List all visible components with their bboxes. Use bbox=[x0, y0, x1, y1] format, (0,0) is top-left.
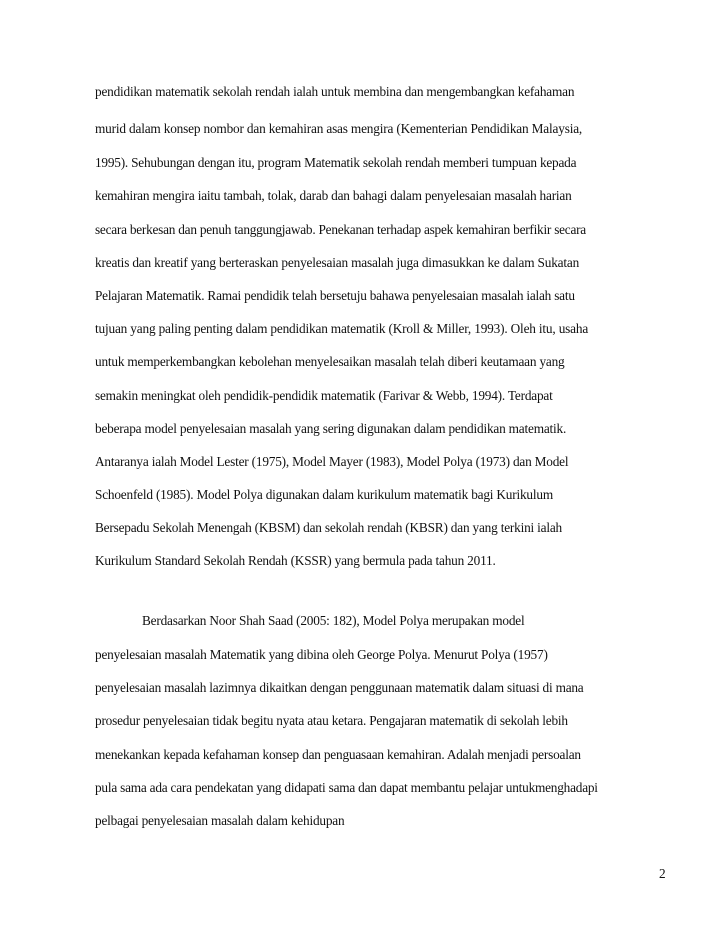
paragraph-1-line-8: tujuan yang paling penting dalam pendidikan matematik (Kroll & Miller, 1993). Oleh itu, usaha bbox=[95, 321, 589, 336]
paragraph-1-line-3: 1995). Sehubungan dengan itu, program Matematik sekolah rendah memberi tumpuan kepada bbox=[95, 155, 577, 170]
paragraph-1-line-6: kreatis dan kreatif yang berteraskan penyelesaian masalah juga dimasukkan ke dalam Sukatan bbox=[95, 255, 580, 270]
paragraph-1-line-4: kemahiran mengira iaitu tambah, tolak, darab dan bahagi dalam penyelesaian masalah harian bbox=[95, 188, 572, 203]
paragraph-1-line-9: untuk memperkembangkan kebolehan menyelesaikan masalah telah diberi keutamaan yang bbox=[95, 354, 565, 369]
paragraph-1-line-2: murid dalam konsep nombor dan kemahiran asas mengira (Kementerian Pendidikan Malaysia, bbox=[95, 121, 583, 136]
paragraph-2-line-3: penyelesaian masalah lazimnya dikaitkan dengan penggunaan matematik dalam situasi di mana bbox=[95, 680, 584, 695]
paragraph-1-line-14: Bersepadu Sekolah Menengah (KBSM) dan sekolah rendah (KBSR) dan yang terkini ialah bbox=[95, 520, 562, 535]
paragraph-1-line-7: Pelajaran Matematik. Ramai pendidik telah bersetuju bahawa penyelesaian masalah ialah satu bbox=[95, 288, 575, 303]
paragraph-1-line-12: Antaranya ialah Model Lester (1975), Model Mayer (1983), Model Polya (1973) dan Model bbox=[95, 454, 569, 469]
paragraph-1-line-1: pendidikan matematik sekolah rendah ialah untuk membina dan mengembangkan kefahaman bbox=[95, 84, 575, 99]
paragraph-2-line-5: menekankan kepada kefahaman konsep dan penguasaan kemahiran. Adalah menjadi persoalan bbox=[95, 747, 581, 762]
paragraph-1-line-13: Schoenfeld (1985). Model Polya digunakan dalam kurikulum matematik bagi Kurikulum bbox=[95, 487, 553, 502]
paragraph-1-line-15: Kurikulum Standard Sekolah Rendah (KSSR) yang bermula pada tahun 2011. bbox=[95, 553, 496, 568]
paragraph-2-line-6: pula sama ada cara pendekatan yang didapati sama dan dapat membantu pelajar untukmenghadapi bbox=[95, 780, 598, 795]
paragraph-2-line-1: Berdasarkan Noor Shah Saad (2005: 182), Model Polya merupakan model bbox=[142, 613, 525, 628]
page-number: 2 bbox=[659, 866, 666, 881]
paragraph-1-line-11: beberapa model penyelesaian masalah yang sering digunakan dalam pendidikan matematik. bbox=[95, 421, 567, 436]
paragraph-2-line-4: prosedur penyelesaian tidak begitu nyata atau ketara. Pengajaran matematik di sekolah lebih bbox=[95, 713, 568, 728]
paragraph-2-line-7: pelbagai penyelesaian masalah dalam kehidupan bbox=[95, 813, 345, 828]
paragraph-1-line-10: semakin meningkat oleh pendidik-pendidik matematik (Farivar & Webb, 1994). Terdapat bbox=[95, 388, 553, 403]
paragraph-2-line-2: penyelesaian masalah Matematik yang dibina oleh George Polya. Menurut Polya (1957) bbox=[95, 647, 548, 662]
paragraph-1-line-5: secara berkesan dan penuh tanggungjawab. Penekanan terhadap aspek kemahiran berfikir secara bbox=[95, 222, 586, 237]
